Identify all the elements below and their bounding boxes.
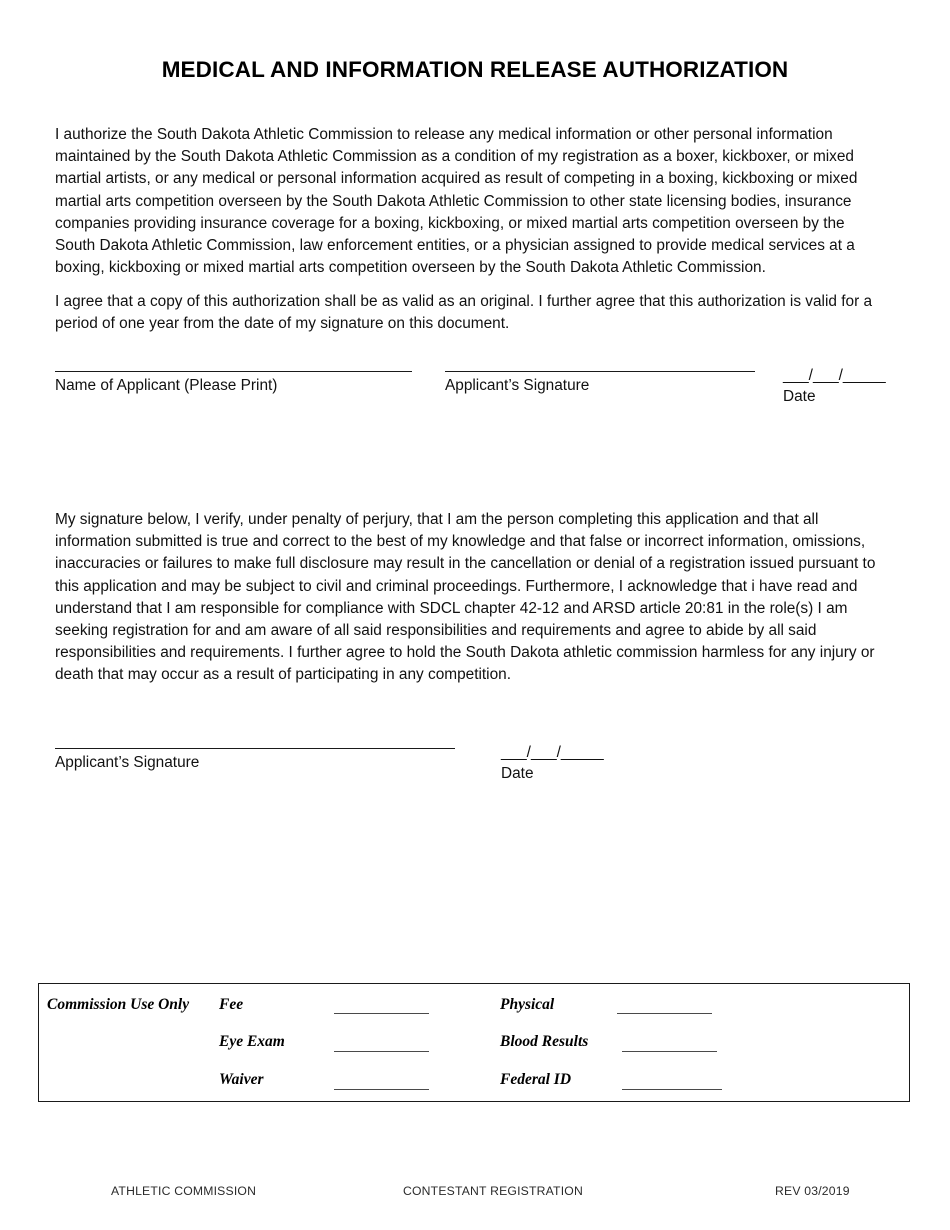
commission-label-physical: Physical <box>500 996 555 1013</box>
commission-input-eye-exam[interactable] <box>334 1051 429 1052</box>
commission-use-only-box <box>38 983 910 1102</box>
date-field-group-1[interactable] <box>783 369 903 407</box>
commission-label-federal-id: Federal ID <box>500 1071 572 1088</box>
footer-form-name: CONTESTANT REGISTRATION <box>403 1184 583 1198</box>
applicant-name-label: Name of Applicant (Please Print) <box>55 377 278 394</box>
applicant-signature-label-2: Applicant’s Signature <box>55 754 200 771</box>
applicant-signature-field-group-2[interactable] <box>55 748 455 773</box>
commission-input-fee[interactable] <box>334 1013 429 1014</box>
applicant-signature-field-group-1[interactable] <box>445 371 755 396</box>
page-footer <box>0 1184 950 1202</box>
paragraph-perjury-verification: My signature below, I verify, under penalty of perjury, that I am the person completing this application and that all information submitted is true and correct to the best of my knowledge and that false or incorrect information, omissions, inaccuracies or failures to make full disclosure may result in the cancellation or denial of a registration issued pursuant to this application and may be subject to civil and criminal proceedings. Furthermore, I acknowledge that i have read and understand that I am responsible for compliance with SDCL chapter 42-12 and ARSD article 20:81 in the role(s) I am seeking registration for and am aware of all said responsibilities and requirements and agree to abide by all said responsibilities and requirements. I further agree to hold the South Dakota athletic commission harmless for any injury or death that may occur as a result of participating in any competition. <box>55 511 876 684</box>
date-label-1: Date <box>783 388 816 405</box>
paragraph-release-authorization: I authorize the South Dakota Athletic Commission to release any medical information or other personal information maintained by the South Dakota Athletic Commission as a condition of my registration as a boxer, kickboxer, or mixed martial artists, or any medical or personal information acquired as result of competing in a boxing, kickboxing or mixed martial arts competition overseen by the South Dakota Athletic Commission to other state licensing bodies, insurance companies providing insurance coverage for a boxing, kickboxing, or mixed martial arts competition overseen by the South Dakota Athletic Commission, law enforcement entities, or a physician assigned to provide medical services at a boxing, kickboxing or mixed martial arts competition overseen by the South Dakota Athletic Commission. <box>55 126 858 277</box>
footer-agency-name: ATHLETIC COMMISSION <box>111 1184 257 1198</box>
commission-input-waiver[interactable] <box>334 1089 429 1090</box>
commission-label-blood-results: Blood Results <box>500 1033 589 1050</box>
date-writing-line-2[interactable]: ___/___/_____ <box>501 744 604 761</box>
applicant-signature-label-1: Applicant’s Signature <box>445 377 590 394</box>
applicant-name-field-group[interactable] <box>55 371 412 396</box>
commission-label-fee: Fee <box>219 996 244 1013</box>
date-field-group-2[interactable] <box>501 746 621 784</box>
commission-input-blood-results[interactable] <box>622 1051 717 1052</box>
commission-label-eye-exam: Eye Exam <box>219 1033 285 1050</box>
footer-revision: REV 03/2019 <box>775 1184 850 1198</box>
commission-label-waiver: Waiver <box>219 1071 264 1088</box>
commission-input-physical[interactable] <box>617 1013 712 1014</box>
page-title: MEDICAL AND INFORMATION RELEASE AUTHORIZATION <box>161 57 789 82</box>
commission-input-federal-id[interactable] <box>622 1089 722 1090</box>
date-writing-line-1[interactable]: ___/___/_____ <box>783 367 886 384</box>
paragraph-copy-validity: I agree that a copy of this authorization shall be as valid as an original. I further agree that this authorization is valid for a period of one year from the date of my signature on this document. <box>55 293 873 333</box>
date-label-2: Date <box>501 765 534 782</box>
commission-use-only-title: Commission Use Only <box>47 996 190 1013</box>
